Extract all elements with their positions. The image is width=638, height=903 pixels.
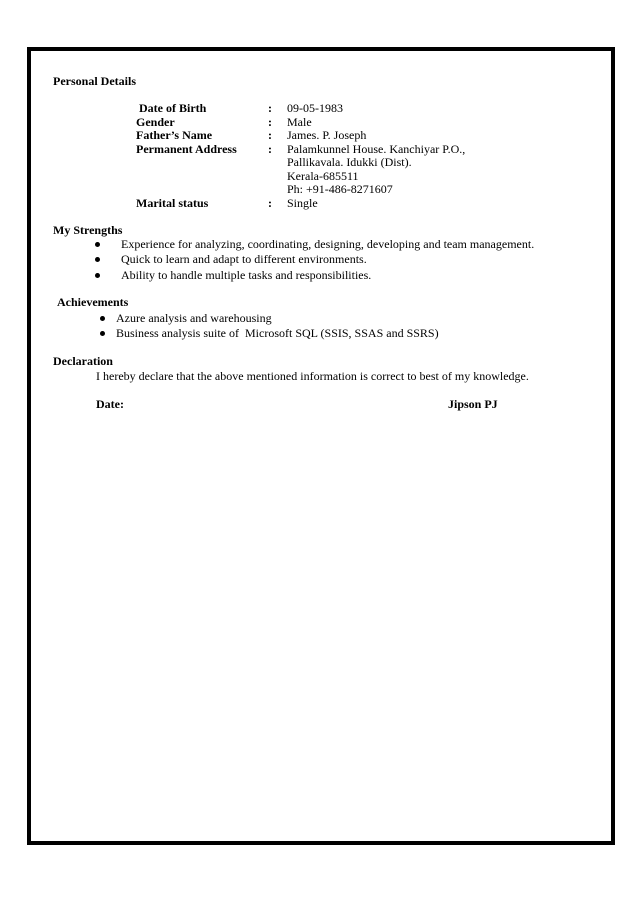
declaration-heading: Declaration: [53, 354, 113, 368]
strengths-heading: My Strengths: [53, 223, 123, 237]
marital-status-label: Marital status: [136, 196, 209, 210]
signature-name: Jipson PJ: [448, 397, 498, 411]
address-label: Permanent Address: [136, 142, 237, 156]
dob-colon: :: [268, 101, 272, 115]
achievement-item-2: Business analysis suite of Microsoft SQL (SSIS, SSAS and SSRS): [116, 326, 439, 340]
personal-details-heading: Personal Details: [53, 74, 136, 88]
bullet-icon: [95, 242, 100, 247]
father-name-value: James. P. Joseph: [287, 128, 367, 142]
dob-label: Date of Birth: [139, 101, 207, 115]
strength-item-3: Ability to handle multiple tasks and responsibilities.: [121, 268, 372, 282]
bullet-icon: [95, 273, 100, 278]
address-line-2: Pallikavala. Idukki (Dist).: [287, 155, 412, 169]
marital-status-colon: :: [268, 196, 272, 210]
declaration-text: I hereby declare that the above mentioned information is correct to best of my knowledge.: [96, 369, 529, 383]
address-line-1: Palamkunnel House. Kanchiyar P.O.,: [287, 142, 466, 156]
strength-item-1: Experience for analyzing, coordinating, designing, developing and team management.: [121, 237, 535, 251]
date-label: Date:: [96, 397, 124, 411]
father-name-label: Father’s Name: [136, 128, 213, 142]
address-colon: :: [268, 142, 272, 156]
achievements-heading: Achievements: [57, 295, 129, 309]
marital-status-value: Single: [287, 196, 318, 210]
bullet-icon: [95, 257, 100, 262]
dob-value: 09-05-1983: [287, 101, 343, 115]
gender-value: Male: [287, 115, 312, 129]
bullet-icon: [100, 316, 105, 321]
bullet-icon: [100, 331, 105, 336]
achievement-item-1: Azure analysis and warehousing: [116, 311, 272, 325]
gender-label: Gender: [136, 115, 175, 129]
address-line-3: Kerala-685511: [287, 169, 359, 183]
strength-item-2: Quick to learn and adapt to different environments.: [121, 252, 367, 266]
father-name-colon: :: [268, 128, 272, 142]
gender-colon: :: [268, 115, 272, 129]
address-line-4: Ph: +91-486-8271607: [287, 182, 393, 196]
